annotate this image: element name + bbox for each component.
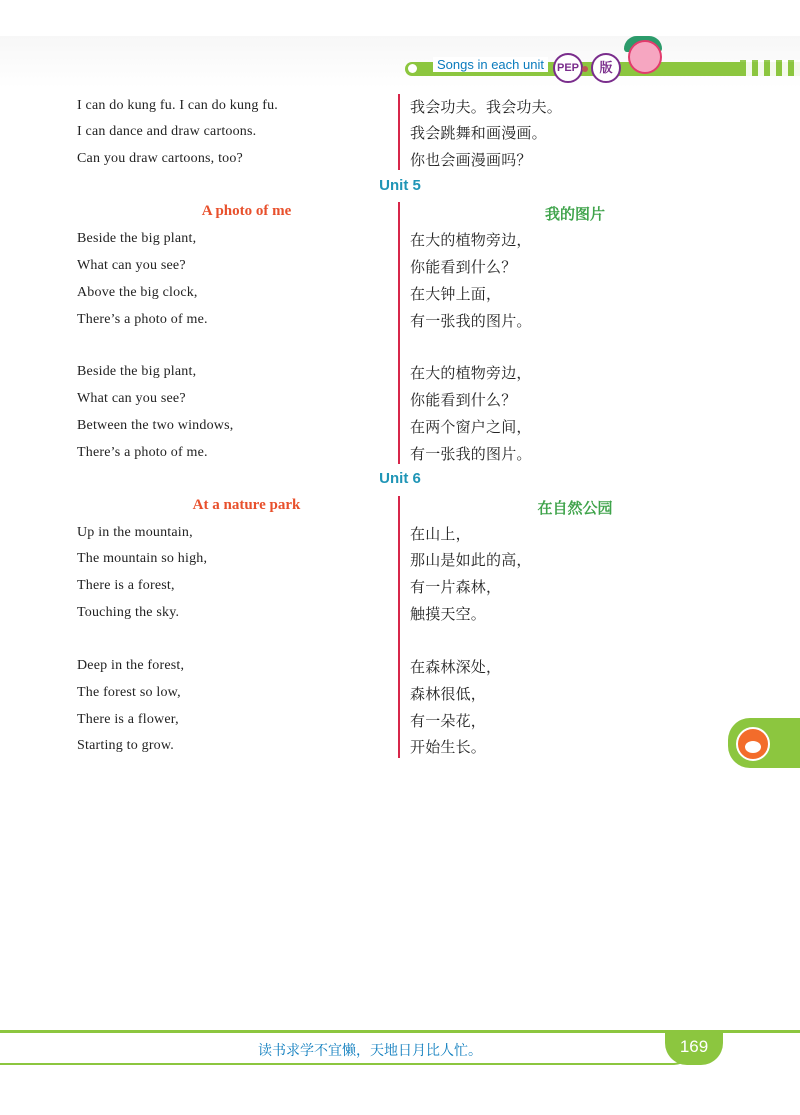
lyric-line-zh: 开始生长。 xyxy=(410,738,487,756)
lyric-line-zh: 在大的植物旁边， xyxy=(410,231,532,249)
lyric-line-en: What can you see? xyxy=(77,258,186,273)
lyric-line-zh: 在大的植物旁边， xyxy=(410,364,532,382)
running-header-title: Songs in each unit xyxy=(433,57,548,72)
badge-separator-dot xyxy=(582,66,588,72)
lyric-line-zh: 森林很低， xyxy=(410,685,487,703)
lyric-line-en: There’s a photo of me. xyxy=(77,312,208,327)
column-divider xyxy=(398,202,400,464)
column-divider xyxy=(398,496,400,758)
edition-badge: 版 xyxy=(591,53,621,83)
lyric-line-zh: 那山是如此的高， xyxy=(410,551,532,569)
lyric-line-zh: 有一片森林， xyxy=(410,578,502,596)
lyric-line-zh: 在大钟上面， xyxy=(410,285,502,303)
lyric-line-en: Deep in the forest, xyxy=(77,658,185,673)
lyric-line-en: I can do kung fu. I can do kung fu. xyxy=(77,98,279,113)
fox-mascot-icon xyxy=(736,727,770,761)
song-title-zh: 在自然公园 xyxy=(537,499,613,517)
lyric-line-en: The forest so low, xyxy=(77,685,181,700)
column-divider xyxy=(398,94,400,170)
pep-badge: PEP xyxy=(553,53,583,83)
song-title-en: At a nature park xyxy=(192,497,301,513)
lyric-line-en: What can you see? xyxy=(77,391,186,406)
bullet-dot-icon xyxy=(408,64,417,73)
checker-pattern xyxy=(740,60,800,76)
unit-heading: Unit 5 xyxy=(379,177,421,194)
unit-heading: Unit 6 xyxy=(379,470,421,487)
lyric-line-zh: 在两个窗户之间， xyxy=(410,418,532,436)
lyric-line-en: Starting to grow. xyxy=(77,738,174,753)
lyric-line-en: The mountain so high, xyxy=(77,551,208,566)
lyric-line-en: Beside the big plant, xyxy=(77,231,197,246)
lyric-line-en: There is a forest, xyxy=(77,578,175,593)
lyric-line-zh: 在森林深处， xyxy=(410,658,502,676)
lyric-line-en: I can dance and draw cartoons. xyxy=(77,124,257,139)
lyric-line-zh: 你能看到什么？ xyxy=(410,258,517,276)
lyric-line-zh: 有一张我的图片。 xyxy=(410,312,532,330)
lyric-line-en: There’s a photo of me. xyxy=(77,445,208,460)
lyric-line-zh: 你也会画漫画吗？ xyxy=(410,151,532,169)
lyric-line-zh: 我会功夫。我会功夫。 xyxy=(410,98,563,116)
lyric-line-zh: 我会跳舞和画漫画。 xyxy=(410,124,547,142)
lyric-line-zh: 你能看到什么？ xyxy=(410,391,517,409)
lyric-line-en: Can you draw cartoons, too? xyxy=(77,151,243,166)
lyric-line-zh: 有一张我的图片。 xyxy=(410,445,532,463)
lyric-line-zh: 有一朵花， xyxy=(410,712,487,730)
song-title-en: A photo of me xyxy=(201,203,292,219)
lyric-line-en: Touching the sky. xyxy=(77,605,180,620)
song-title-zh: 我的图片 xyxy=(544,205,605,223)
lyric-line-en: Above the big clock, xyxy=(77,285,198,300)
page-number: 169 xyxy=(679,1037,709,1056)
lyric-line-en: Between the two windows, xyxy=(77,418,234,433)
footer-motto: 读书求学不宜懒，天地日月比人忙。 xyxy=(258,1043,482,1059)
lyric-line-en: Beside the big plant, xyxy=(77,364,197,379)
lyric-line-en: There is a flower, xyxy=(77,712,179,727)
lyric-line-zh: 触摸天空。 xyxy=(410,605,487,623)
mascot-girl-icon xyxy=(628,40,662,74)
lyric-line-en: Up in the mountain, xyxy=(77,525,193,540)
lyric-line-zh: 在山上， xyxy=(410,525,471,543)
